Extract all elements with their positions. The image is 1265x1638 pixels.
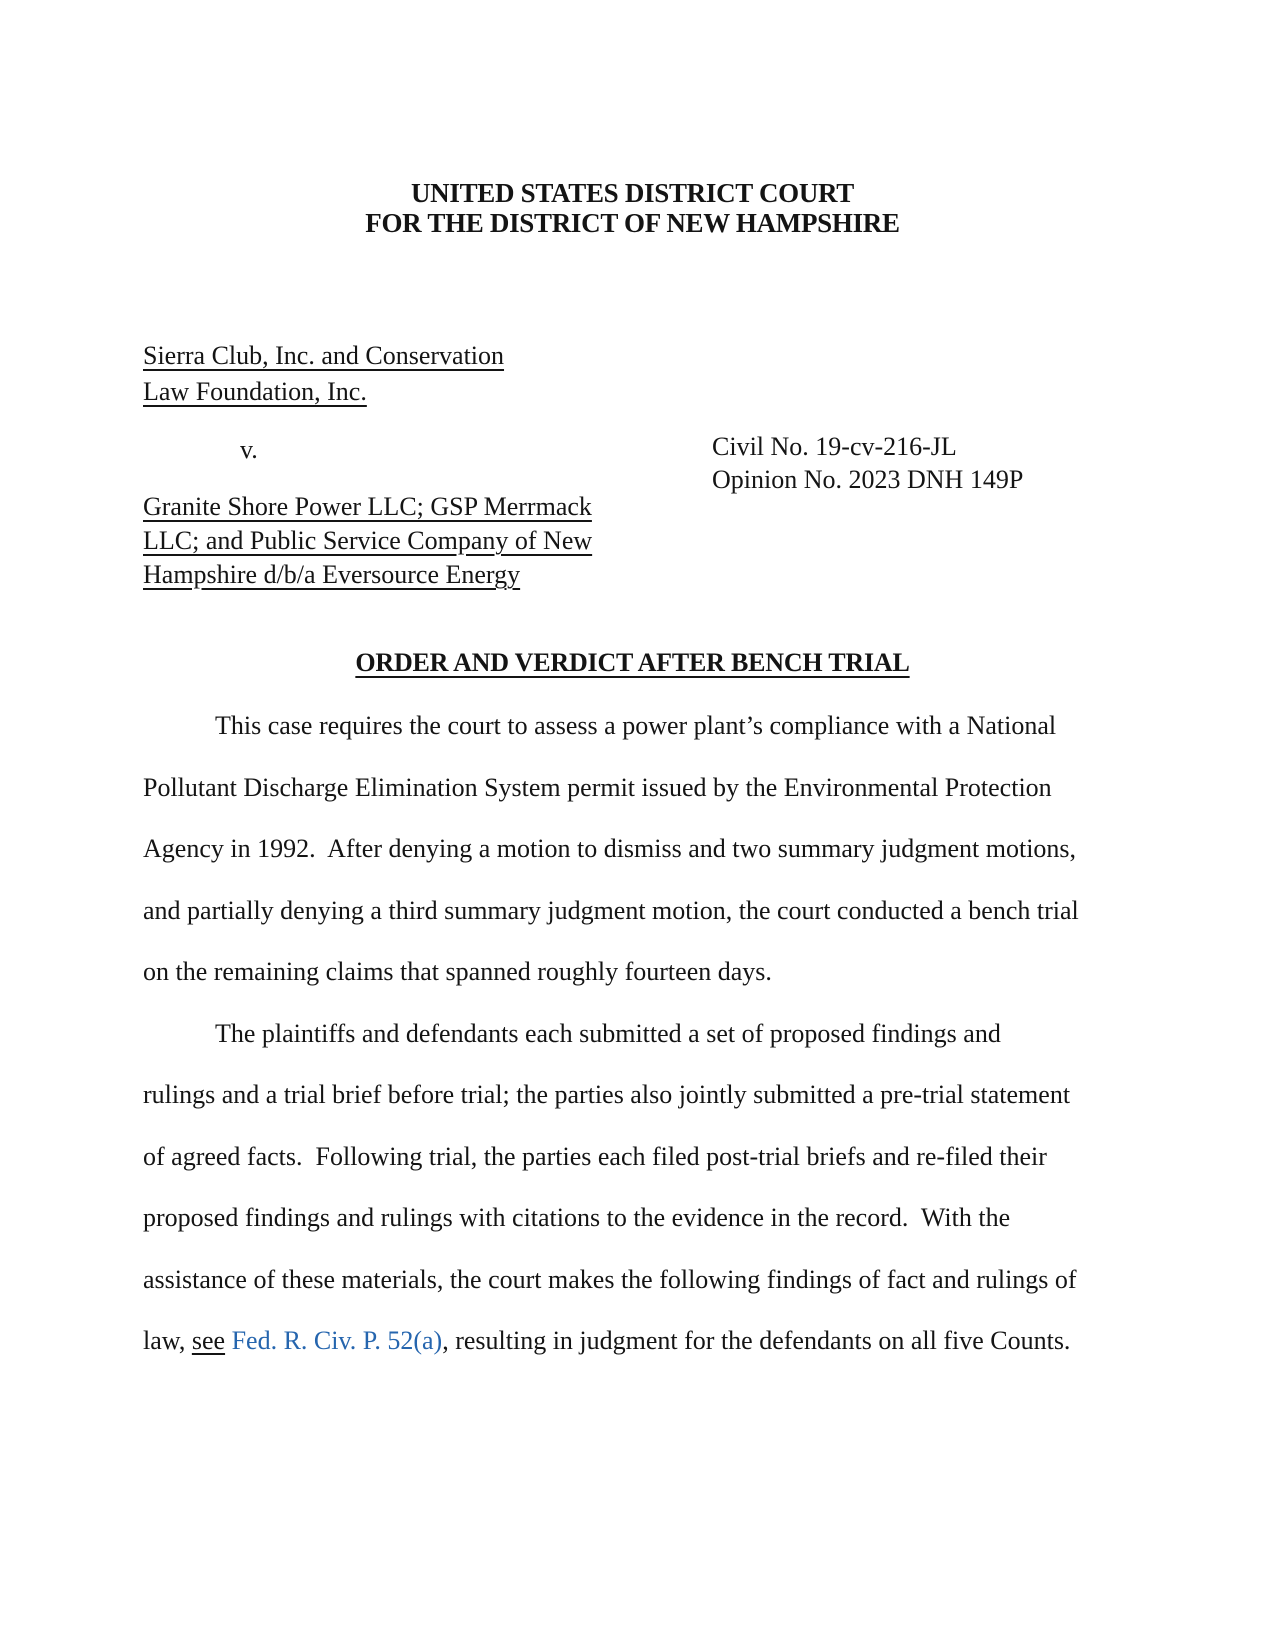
body-line: Pollutant Discharge Elimination System permit issued by the Environmental Protection bbox=[143, 772, 1052, 802]
body-line: This case requires the court to assess a power plant’s compliance with a National bbox=[215, 711, 1057, 740]
plaintiff-name-line: Law Foundation, Inc. bbox=[143, 377, 367, 406]
order-title: ORDER AND VERDICT AFTER BENCH TRIAL bbox=[355, 648, 910, 677]
court-name: UNITED STATES DISTRICT COURT bbox=[410, 178, 855, 208]
body-line: The plaintiffs and defendants each submitted a set of proposed findings and bbox=[215, 1018, 1001, 1048]
see-signal: see bbox=[191, 1326, 226, 1355]
body-final-line bbox=[143, 1310, 1183, 1372]
case-numbers-block bbox=[712, 430, 1023, 496]
defendant-name-line: Granite Shore Power LLC; GSP Merrmack bbox=[143, 492, 592, 521]
body-line: Agency in 1992. After denying a motion to dismiss and two summary judgment motions, bbox=[143, 834, 1077, 863]
case-citation-link[interactable]: Fed. R. Civ. P. 52(a) bbox=[231, 1326, 443, 1355]
body-line: assistance of these materials, the court makes the following findings of fact and rulings of bbox=[143, 1264, 1077, 1294]
final-line-prefix: law, bbox=[143, 1326, 192, 1355]
body-paragraph-1 bbox=[143, 695, 1183, 1003]
final-line-suffix: , resulting in judgment for the defendants on all five Counts. bbox=[442, 1326, 1071, 1355]
body-line: proposed findings and rulings with citations to the evidence in the record. With the bbox=[143, 1203, 1011, 1232]
plaintiff-name-line: Sierra Club, Inc. and Conservation bbox=[143, 341, 505, 370]
court-district: FOR THE DISTRICT OF NEW HAMPSHIRE bbox=[365, 208, 900, 238]
defendant-name-line: LLC; and Public Service Company of New bbox=[143, 526, 593, 555]
order-body bbox=[143, 695, 1183, 1372]
court-heading bbox=[0, 178, 1265, 238]
opinion-number: Opinion No. 2023 DNH 149P bbox=[712, 465, 1024, 494]
body-line: on the remaining claims that spanned roughly fourteen days. bbox=[143, 957, 772, 986]
plaintiffs-block bbox=[143, 338, 504, 410]
defendant-name-line: Hampshire d/b/a Eversource Energy bbox=[143, 560, 521, 589]
versus-label: v. bbox=[240, 435, 258, 464]
body-line: and partially denying a third summary judgment motion, the court conducted a bench trial bbox=[143, 895, 1079, 925]
body-line: of agreed facts. Following trial, the parties each filed post-trial briefs and re-filed their bbox=[143, 1141, 1047, 1171]
body-paragraph-2 bbox=[143, 1003, 1183, 1372]
civil-number: Civil No. 19-cv-216-JL bbox=[712, 432, 957, 461]
defendants-block bbox=[143, 490, 592, 592]
body-line: rulings and a trial brief before trial; the parties also jointly submitted a pre-trial statement bbox=[143, 1080, 1071, 1109]
